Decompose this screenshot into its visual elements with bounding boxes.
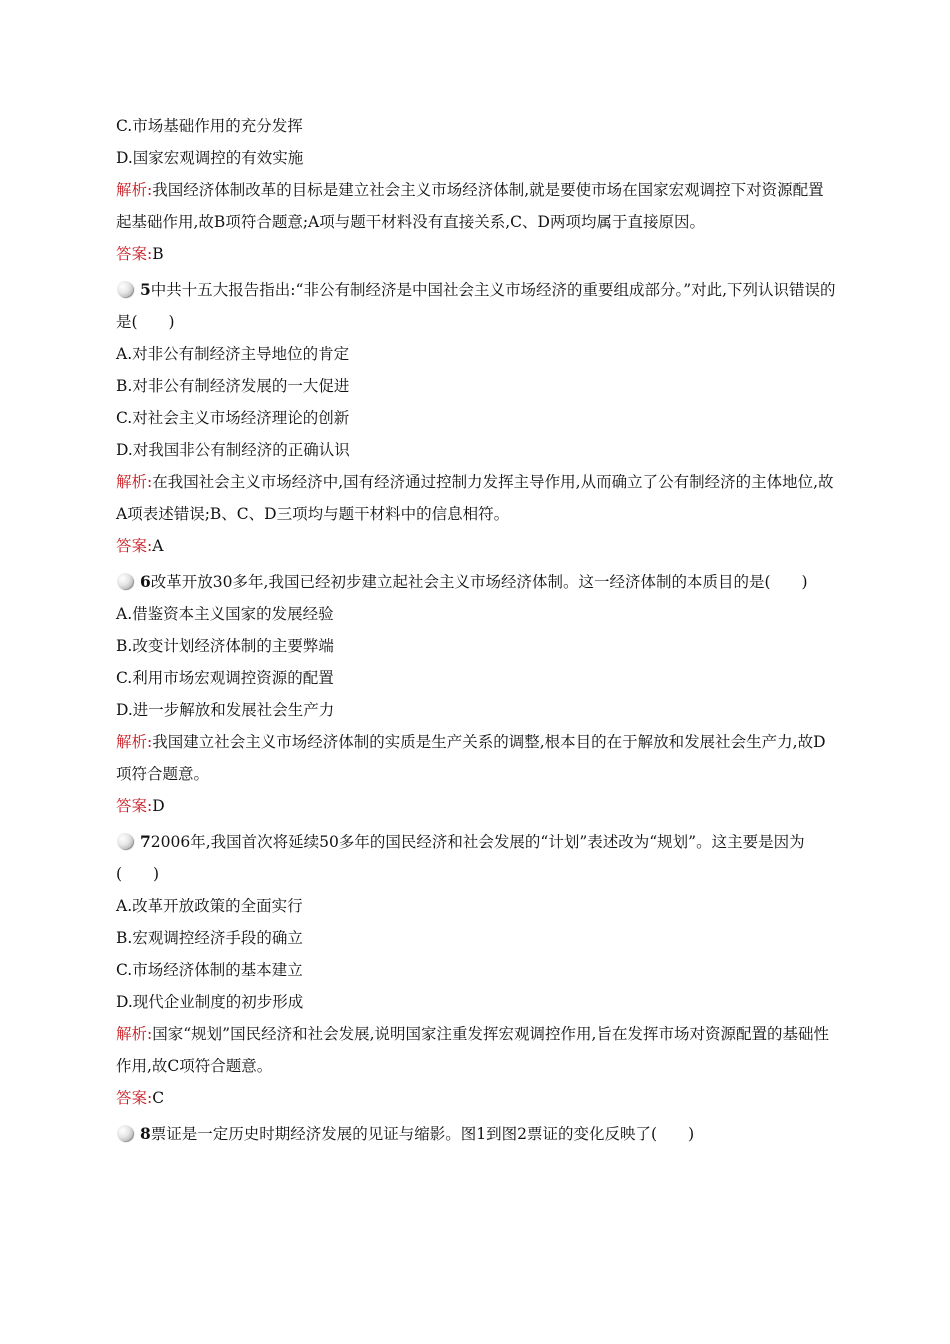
option-c: C.市场经济体制的基本建立: [116, 961, 303, 979]
option-a: A.改革开放政策的全面实行: [116, 897, 303, 915]
answer: [116, 530, 836, 562]
analysis-label: 解析:: [116, 473, 153, 491]
question-4-tail: [116, 110, 836, 270]
question-6: [116, 566, 836, 822]
question-5: [116, 274, 836, 562]
answer-label: 答案:: [116, 537, 153, 555]
question-stem: [116, 274, 836, 338]
analysis: [116, 466, 836, 530]
question-bullet-icon: [116, 280, 138, 298]
question-text: 2006年,我国首次将延续50多年的国民经济和社会发展的“计划”表述改为“规划”。这主要是因为( ): [116, 833, 805, 883]
analysis: [116, 174, 836, 238]
option-d: D.现代企业制度的初步形成: [116, 993, 304, 1011]
analysis-label: 解析:: [116, 1025, 153, 1043]
analysis-text: 我国经济体制改革的目标是建立社会主义市场经济体制,就是要使市场在国家宏观调控下对资源配置起基础作用,故B项符合题意;A项与题干材料没有直接关系,C、D两项均属于直接原因。: [116, 181, 824, 231]
question-bullet-icon: [116, 832, 138, 850]
answer: [116, 1082, 836, 1114]
option-a: A.借鉴资本主义国家的发展经验: [116, 605, 334, 623]
option-c: C.利用市场宏观调控资源的配置: [116, 669, 334, 687]
answer-label: 答案:: [116, 1089, 153, 1107]
analysis-text: 在我国社会主义市场经济中,国有经济通过控制力发挥主导作用,从而确立了公有制经济的主体地位,故A项表述错误;B、C、D三项均与题干材料中的信息相符。: [116, 473, 834, 523]
option-b: B.改变计划经济体制的主要弊端: [116, 637, 334, 655]
option-a: A.对非公有制经济主导地位的肯定: [116, 345, 350, 363]
option-b: B.宏观调控经济手段的确立: [116, 929, 303, 947]
question-number: 5: [140, 280, 151, 299]
question-stem: [116, 1118, 836, 1150]
answer-value: C: [152, 1089, 165, 1107]
question-number: 7: [140, 832, 151, 851]
analysis-text: 我国建立社会主义市场经济体制的实质是生产关系的调整,根本目的在于解放和发展社会生产力,故D项符合题意。: [116, 733, 826, 783]
document-page: [116, 110, 836, 1150]
question-stem: [116, 826, 836, 890]
option-d: D.国家宏观调控的有效实施: [116, 149, 304, 167]
option-b: B.对非公有制经济发展的一大促进: [116, 377, 350, 395]
analysis-label: 解析:: [116, 181, 153, 199]
analysis-label: 解析:: [116, 733, 153, 751]
option-c: C.对社会主义市场经济理论的创新: [116, 409, 350, 427]
question-number: 8: [140, 1124, 151, 1143]
analysis: [116, 1018, 836, 1082]
option-c: C.市场基础作用的充分发挥: [116, 117, 303, 135]
question-text: 中共十五大报告指出:“非公有制经济是中国社会主义市场经济的重要组成部分。”对此,下列认识错误的是( ): [116, 281, 836, 331]
analysis-text: 国家“规划”国民经济和社会发展,说明国家注重发挥宏观调控作用,旨在发挥市场对资源配置的基础性作用,故C项符合题意。: [116, 1025, 829, 1075]
answer: [116, 238, 836, 270]
question-8: [116, 1118, 836, 1150]
analysis: [116, 726, 836, 790]
question-bullet-icon: [116, 572, 138, 590]
answer-value: A: [152, 537, 164, 555]
answer-label: 答案:: [116, 245, 153, 263]
question-number: 6: [140, 572, 151, 591]
question-text: 改革开放30多年,我国已经初步建立起社会主义市场经济体制。这一经济体制的本质目的是( ): [150, 573, 808, 591]
question-bullet-icon: [116, 1124, 138, 1142]
option-d: D.进一步解放和发展社会生产力: [116, 701, 335, 719]
question-text: 票证是一定历史时期经济发展的见证与缩影。图1到图2票证的变化反映了( ): [150, 1125, 695, 1143]
option-d: D.对我国非公有制经济的正确认识: [116, 441, 350, 459]
question-stem: [116, 566, 836, 598]
answer-value: D: [152, 797, 165, 815]
answer-label: 答案:: [116, 797, 153, 815]
answer-value: B: [152, 245, 164, 263]
question-7: [116, 826, 836, 1114]
answer: [116, 790, 836, 822]
